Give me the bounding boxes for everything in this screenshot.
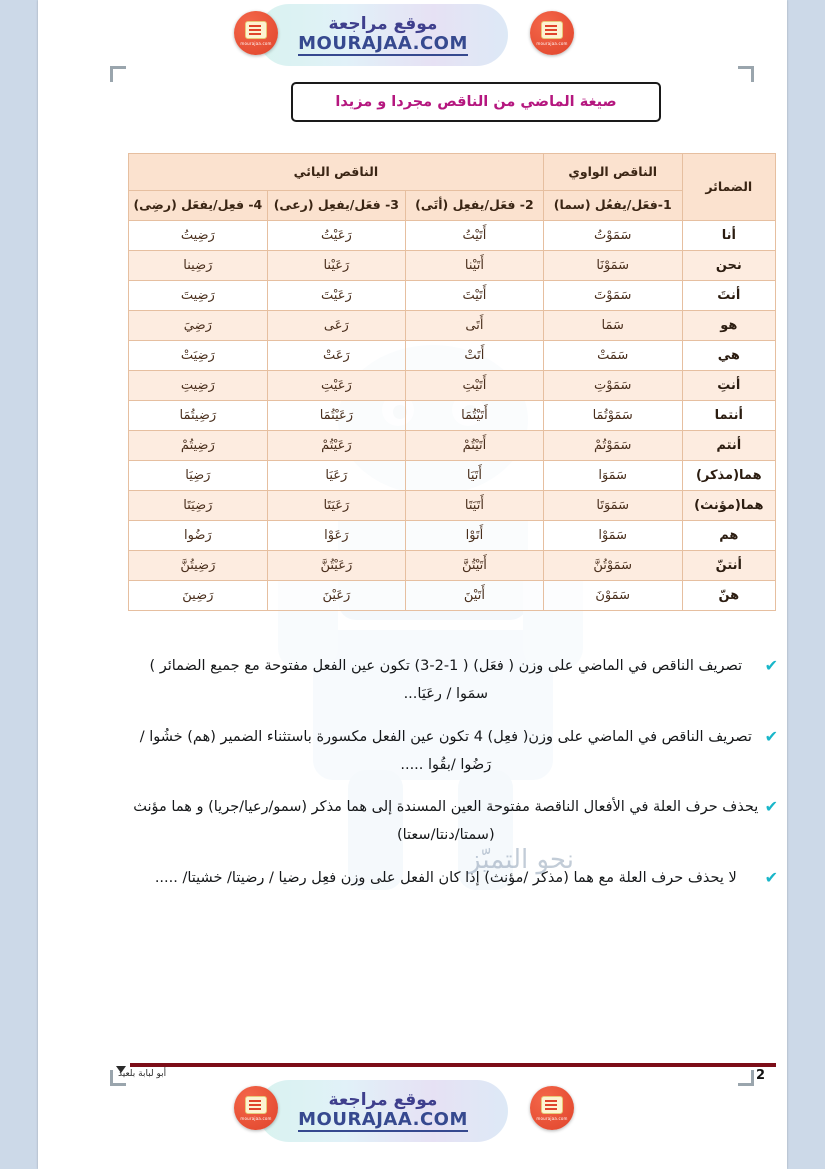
conjugation-table-wrapper	[128, 153, 776, 611]
cell-yaee-4: رَضِيتُمْ	[129, 431, 268, 461]
check-icon: ✔	[764, 797, 778, 817]
cell-pronoun: أنا	[682, 221, 775, 251]
cell-yaee-3: رَعَوْا	[267, 521, 405, 551]
header-col-4: 4- فعِل/يفعَل (رضِى)	[129, 191, 268, 221]
table-row	[129, 551, 776, 581]
logo-label: mourajaa.com	[536, 40, 568, 46]
header-pronouns: الضمائر	[682, 154, 775, 221]
note-item	[133, 723, 778, 780]
table-row	[129, 371, 776, 401]
logo-label: mourajaa.com	[536, 1115, 568, 1121]
cell-wawi-1: سَمَوْنَ	[543, 581, 682, 611]
cell-yaee-2: أَتَوْا	[406, 521, 544, 551]
cell-yaee-2: أَتَيْتُمْ	[406, 431, 544, 461]
cell-yaee-4: رَضِينا	[129, 251, 268, 281]
table-row	[129, 251, 776, 281]
table-column-header-row	[129, 191, 776, 221]
mourajaa-logo-icon	[530, 1086, 574, 1130]
cell-yaee-3: رَعَيْتُمْ	[267, 431, 405, 461]
logo-badge-icon	[541, 21, 563, 39]
cell-wawi-1: سَمَوْتُمَا	[543, 401, 682, 431]
cell-yaee-2: أَتَيَتَا	[406, 491, 544, 521]
cell-yaee-4: رَضِيَتْ	[129, 341, 268, 371]
note-item	[133, 864, 778, 892]
header-col-3: 3- فعَل/يفعِل (رعى)	[267, 191, 405, 221]
cell-yaee-4: رَضِيَ	[129, 311, 268, 341]
cell-yaee-2: أَتَتْ	[406, 341, 544, 371]
notes-list	[133, 652, 778, 906]
check-icon: ✔	[764, 867, 778, 887]
watermark-pill	[258, 1080, 508, 1142]
cell-yaee-2: أَتَى	[406, 311, 544, 341]
cell-yaee-2: أَتَيْنا	[406, 251, 544, 281]
table-row	[129, 221, 776, 251]
mourajaa-logo-icon	[234, 11, 278, 55]
note-item	[133, 793, 778, 850]
cell-yaee-2: أَتَيْتُنَّ	[406, 551, 544, 581]
cell-yaee-4: رَضِيتُنَّ	[129, 551, 268, 581]
note-text: تصريف الناقص في الماضي على وزن( فعِل) 4 تكون عين الفعل مكسورة باستثناء الضمير (هم) خشُوا /رَضُوا /بقُوا .....	[139, 728, 752, 773]
logo-label: mourajaa.com	[240, 40, 272, 46]
cell-yaee-3: رَعَيْتَ	[267, 281, 405, 311]
note-item	[133, 652, 778, 709]
cell-yaee-2: أَتَيْتِ	[406, 371, 544, 401]
table-row	[129, 491, 776, 521]
cell-wawi-1: سَمَوْا	[543, 521, 682, 551]
cell-yaee-3: رَعَيْنَ	[267, 581, 405, 611]
mourajaa-logo-icon	[530, 11, 574, 55]
cell-pronoun: أنتما	[682, 401, 775, 431]
conjugation-table	[128, 153, 776, 611]
cell-yaee-2: أَتَيْتَ	[406, 281, 544, 311]
footer-divider	[130, 1063, 776, 1067]
table-row	[129, 401, 776, 431]
cell-pronoun: نحن	[682, 251, 775, 281]
cell-pronoun: أنتم	[682, 431, 775, 461]
watermark-line2: MOURAJAA.COM	[298, 33, 468, 55]
cell-yaee-2: أَتَيْتُ	[406, 221, 544, 251]
cell-yaee-3: رَعَيْتِ	[267, 371, 405, 401]
page-title	[291, 82, 661, 122]
cell-yaee-3: رَعَيْنا	[267, 251, 405, 281]
table-row	[129, 461, 776, 491]
cell-pronoun: هما(مؤنث)	[682, 491, 775, 521]
cell-yaee-3: رَعَيْتُنَّ	[267, 551, 405, 581]
watermark-line1: موقع مراجعة	[328, 14, 438, 35]
cell-yaee-3: رَعَيَتَا	[267, 491, 405, 521]
cell-yaee-4: رَضِيتَ	[129, 281, 268, 311]
watermark-pill	[258, 4, 508, 66]
table-body	[129, 221, 776, 611]
check-icon: ✔	[764, 726, 778, 746]
header-col-2: 2- فعَل/يفعِل (أتَى)	[406, 191, 544, 221]
frame-corner-bottom-right	[738, 1070, 754, 1086]
cell-pronoun: هي	[682, 341, 775, 371]
cell-wawi-1: سَمَا	[543, 311, 682, 341]
watermark-line2: MOURAJAA.COM	[298, 1109, 468, 1131]
cell-pronoun: أنتَ	[682, 281, 775, 311]
cell-yaee-2: أَتَيْنَ	[406, 581, 544, 611]
cell-yaee-4: رَضِيَا	[129, 461, 268, 491]
cell-pronoun: أنتنّ	[682, 551, 775, 581]
table-head	[129, 154, 776, 221]
cell-pronoun: هنّ	[682, 581, 775, 611]
note-text: يحذف حرف العلة في الأفعال الناقصة مفتوحة العين المسندة إلى هما مذكر (سمو/رعيا/جريا) و هما مؤنث (سمتا/دنتا/سعتا)	[133, 799, 759, 844]
cell-yaee-2: أَتَيَا	[406, 461, 544, 491]
cell-wawi-1: سَمَوَتَا	[543, 491, 682, 521]
cell-yaee-4: رَضِينَ	[129, 581, 268, 611]
cell-yaee-3: رَعَى	[267, 311, 405, 341]
cell-yaee-2: أَتَيْتُمَا	[406, 401, 544, 431]
cell-wawi-1: سَمَوْتَ	[543, 281, 682, 311]
cell-wawi-1: سَمَوْتِ	[543, 371, 682, 401]
cell-wawi-1: سَمَوْنَا	[543, 251, 682, 281]
cell-wawi-1: سَمَوْتُنَّ	[543, 551, 682, 581]
note-text: لا يحذف حرف العلة مع هما (مذكر /مؤنث) إذا كان الفعل على وزن فعِل رضيا / رضيتا/ خشيتا/ .....	[154, 869, 737, 886]
header-group-yaee: الناقص اليائي	[129, 154, 544, 191]
cell-yaee-3: رَعَتْ	[267, 341, 405, 371]
cell-wawi-1: سَمَوْتُ	[543, 221, 682, 251]
cell-pronoun: أنتِ	[682, 371, 775, 401]
cell-yaee-4: رَضِيَتَا	[129, 491, 268, 521]
cell-yaee-4: رَضِيتِ	[129, 371, 268, 401]
header-col-1: 1-فعَل/يفعُل (سما)	[543, 191, 682, 221]
logo-badge-icon	[245, 1096, 267, 1114]
cell-yaee-4: رَضُوا	[129, 521, 268, 551]
cell-yaee-3: رَعَيْتُ	[267, 221, 405, 251]
page-title-text: صيغة الماضي من الناقص مجردا و مزيدا	[335, 94, 617, 110]
table-row	[129, 341, 776, 371]
background-watermark-text: نحو التميّز	[468, 845, 574, 875]
cell-yaee-4: رَضِيتُ	[129, 221, 268, 251]
table-row	[129, 431, 776, 461]
table-row	[129, 281, 776, 311]
logo-badge-icon	[245, 21, 267, 39]
cell-wawi-1: سَمَوَا	[543, 461, 682, 491]
watermark-line1: موقع مراجعة	[328, 1090, 438, 1111]
check-icon: ✔	[764, 656, 778, 675]
page-number: 2	[756, 1068, 766, 1083]
cell-yaee-3: رَعَيَا	[267, 461, 405, 491]
logo-badge-icon	[541, 1096, 563, 1114]
cell-yaee-4: رَضِيتُمَا	[129, 401, 268, 431]
note-text: تصريف الناقص في الماضي على وزن ( فعَل) ( 1-2-3) تكون عين الفعل مفتوحة مع جميع الضمائر ) سمَوا / رعَيَا...	[149, 658, 743, 703]
frame-corner-top-left	[110, 66, 126, 82]
footer-author: أبو لبابة بلعيد	[118, 1069, 167, 1079]
cell-pronoun: هما(مذكر)	[682, 461, 775, 491]
cell-wawi-1: سَمَوْتُمْ	[543, 431, 682, 461]
table-group-header-row	[129, 154, 776, 191]
table-row	[129, 581, 776, 611]
cell-yaee-3: رَعَيْتُمَا	[267, 401, 405, 431]
mourajaa-logo-icon	[234, 1086, 278, 1130]
document-page	[38, 0, 787, 1169]
table-row	[129, 521, 776, 551]
header-group-wawi: الناقص الواوي	[543, 154, 682, 191]
cell-pronoun: هو	[682, 311, 775, 341]
cell-pronoun: هم	[682, 521, 775, 551]
logo-label: mourajaa.com	[240, 1115, 272, 1121]
cell-wawi-1: سَمَتْ	[543, 341, 682, 371]
table-row	[129, 311, 776, 341]
frame-corner-top-right	[738, 66, 754, 82]
